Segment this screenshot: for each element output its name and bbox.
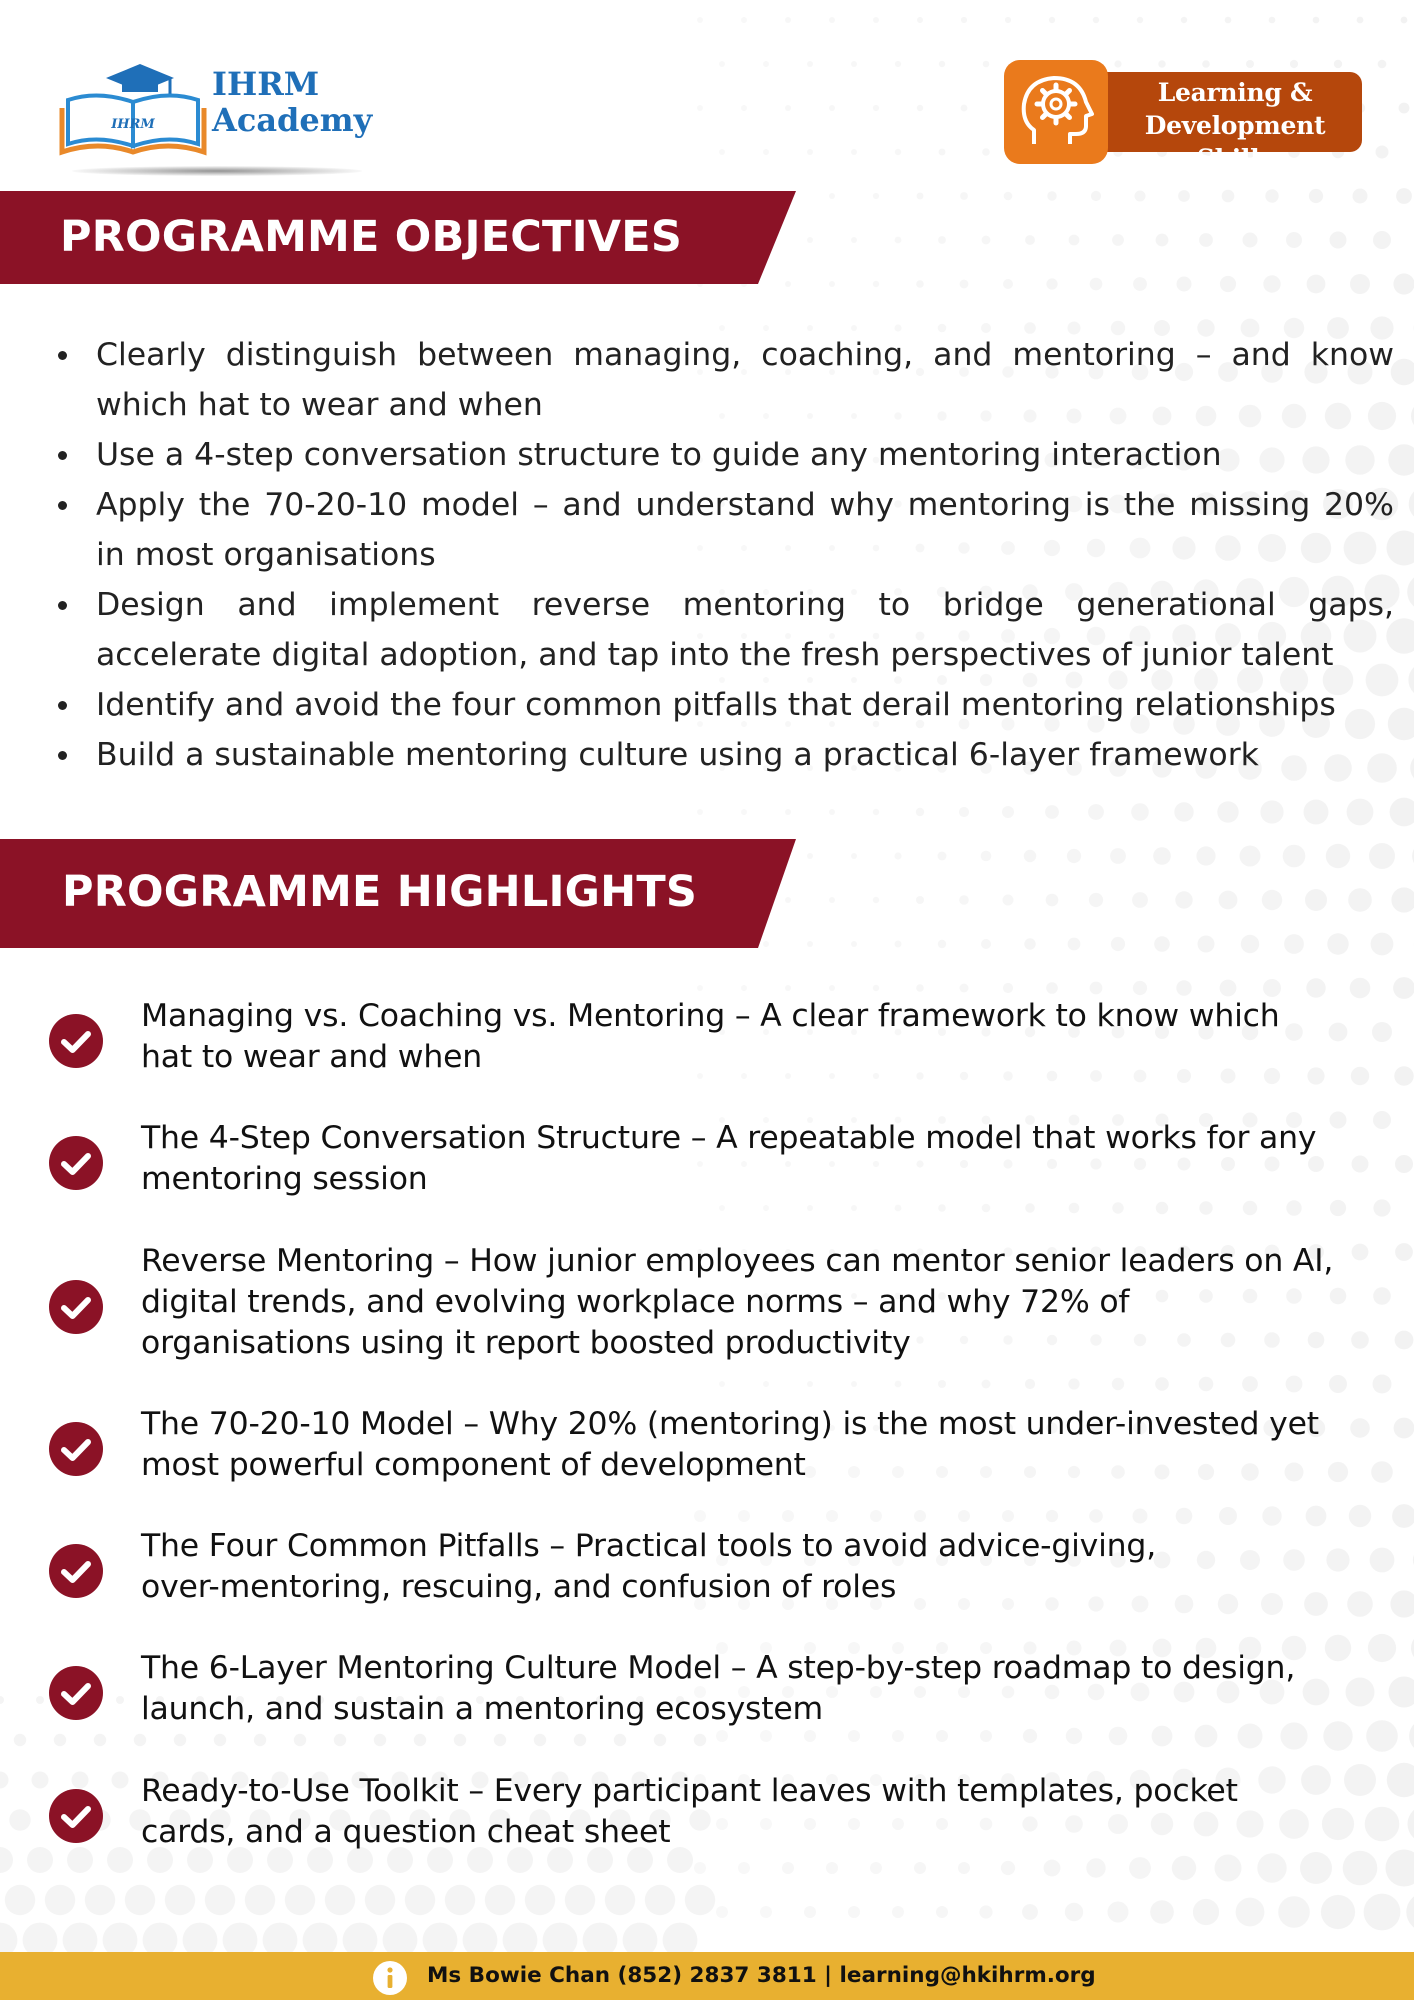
checkmark-icon <box>48 1279 104 1335</box>
highlight-line: mentoring session <box>141 1161 428 1197</box>
badge-icon-box <box>1004 60 1108 164</box>
ihrm-academy-logo <box>58 58 378 178</box>
logo-line-academy: Academy <box>212 101 373 139</box>
highlight-line: digital trends, and evolving workplace norms – and why 72% of <box>141 1284 1130 1320</box>
graduation-book-icon <box>58 60 208 156</box>
highlights-title: PROGRAMME HIGHLIGHTS <box>62 867 698 917</box>
objective-item <box>96 480 1394 580</box>
highlight-line: The 4-Step Conversation Structure – A repeatable model that works for any <box>141 1120 1317 1156</box>
objective-line: which hat to wear and when <box>96 387 543 423</box>
bullet-dot <box>58 701 67 710</box>
highlight-line: organisations using it report boosted productivity <box>141 1325 911 1361</box>
highlight-text <box>141 1648 1373 1730</box>
highlight-line: cards, and a question cheat sheet <box>141 1814 671 1850</box>
highlight-line: The Four Common Pitfalls – Practical tools to avoid advice-giving, <box>141 1528 1157 1564</box>
head-gear-icon <box>1004 60 1108 164</box>
info-icon <box>372 1960 408 1996</box>
objective-item <box>96 580 1394 680</box>
objective-line: Apply the 70-20-10 model – and understand why mentoring is the missing 20% <box>96 487 1394 523</box>
highlight-line: The 6-Layer Mentoring Culture Model – A step-by-step roadmap to design, <box>141 1650 1296 1686</box>
objective-line: Clearly distinguish between managing, coaching, and mentoring – and know <box>96 337 1394 373</box>
highlight-line: The 70-20-10 Model – Why 20% (mentoring) is the most under-invested yet <box>141 1406 1319 1442</box>
objective-line: Identify and avoid the four common pitfalls that derail mentoring relationships <box>96 687 1336 723</box>
logo-shadow <box>72 166 362 176</box>
bullet-dot <box>58 501 67 510</box>
objectives-banner <box>0 191 796 284</box>
highlight-text <box>141 1771 1373 1853</box>
highlight-text <box>141 996 1373 1078</box>
checkmark-icon <box>48 1543 104 1599</box>
checkmark-icon <box>48 1135 104 1191</box>
badge-line-1: Learning & <box>1157 78 1313 107</box>
highlight-text <box>141 1118 1373 1200</box>
objective-item <box>96 430 1394 480</box>
highlight-line: Ready-to-Use Toolkit – Every participant leaves with templates, pocket <box>141 1773 1238 1809</box>
highlight-line: Reverse Mentoring – How junior employees can mentor senior leaders on AI, <box>141 1243 1334 1279</box>
highlight-line: launch, and sustain a mentoring ecosystem <box>141 1691 824 1727</box>
highlight-text <box>141 1241 1373 1364</box>
checkmark-icon <box>48 1013 104 1069</box>
contact-footer <box>0 1952 1414 2000</box>
objectives-title: PROGRAMME OBJECTIVES <box>60 212 682 262</box>
highlight-text <box>141 1404 1373 1486</box>
badge-line-2: Development Skills <box>1144 111 1326 173</box>
objective-line: accelerate digital adoption, and tap into the fresh perspectives of junior talent <box>96 637 1334 673</box>
learning-development-skills-badge <box>1004 60 1362 173</box>
bullet-dot <box>58 601 67 610</box>
highlight-line: Managing vs. Coaching vs. Mentoring – A clear framework to know which <box>141 998 1280 1034</box>
contact-text: Ms Bowie Chan (852) 2837 3811 | learning@hkihrm.org <box>427 1963 1096 1988</box>
bullet-dot <box>58 351 67 360</box>
highlight-line: over-mentoring, rescuing, and confusion of roles <box>141 1569 897 1605</box>
logo-line-ihrm: IHRM <box>212 65 320 103</box>
checkmark-icon <box>48 1788 104 1844</box>
objective-line: in most organisations <box>96 537 436 573</box>
objective-item <box>96 330 1394 430</box>
bullet-dot <box>58 451 67 460</box>
objective-line: Build a sustainable mentoring culture using a practical 6-layer framework <box>96 737 1259 773</box>
highlight-line: hat to wear and when <box>141 1039 483 1075</box>
emblem-text: IHRM <box>111 117 155 132</box>
bullet-dot <box>58 751 67 760</box>
objective-item <box>96 680 1394 730</box>
objective-line: Design and implement reverse mentoring to bridge generational gaps, <box>96 587 1394 623</box>
objectives-list <box>58 330 1394 780</box>
objective-item <box>96 730 1394 780</box>
highlights-banner <box>0 839 796 948</box>
checkmark-icon <box>48 1665 104 1721</box>
highlight-line: most powerful component of development <box>141 1447 806 1483</box>
highlight-text <box>141 1526 1373 1608</box>
checkmark-icon <box>48 1421 104 1477</box>
objective-line: Use a 4-step conversation structure to guide any mentoring interaction <box>96 437 1222 473</box>
